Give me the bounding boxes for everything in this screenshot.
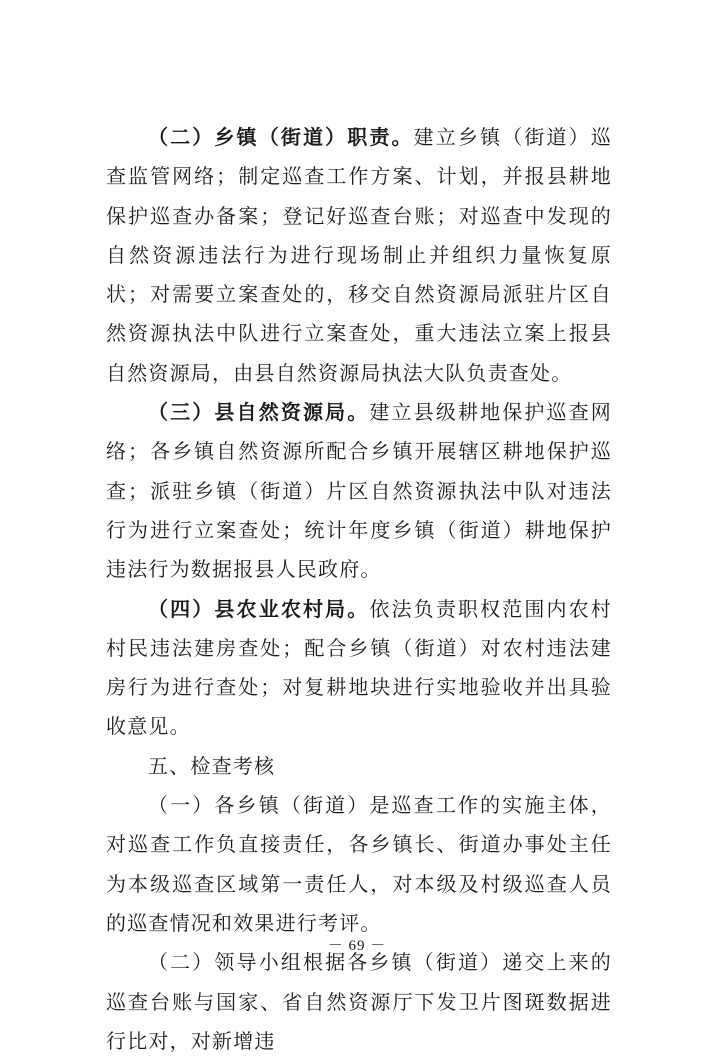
paragraph-township-duties — [106, 118, 612, 393]
page-number: － 69 － — [327, 938, 387, 954]
paragraph-text: 建立乡镇（街道）巡查监管网络；制定巡查工作方案、计划，并报县耕地保护巡查办备案；登记好巡查台账；对巡查中发现的自然资源违法行为进行现场制止并组织力量恢复原状；对需要立案查处的，移交自然资源局派驻片区自然资源执法中队进行立案查处，重大违法立案上报县自然资源局，由县自然资源局执法大队负责查处。 — [106, 125, 612, 385]
paragraph-lead: （四）县农业农村局。 — [148, 596, 370, 621]
list-item: （一）各乡镇（街道）是巡查工作的实施主体，对巡查工作负直接责任，各乡镇长、街道办事处主任为本级巡查区域第一责任人，对本级及村级巡查人员的巡查情况和效果进行考评。 — [106, 793, 612, 935]
paragraph-lead: （二）乡镇（街道）职责。 — [148, 125, 414, 149]
paragraph-lead: （三）县自然资源局。 — [148, 400, 370, 425]
body-text — [106, 118, 612, 1061]
paragraph-text: 依法负责职权范围内农村村民违法建房查处；配合乡镇（街道）对农村违法建房行为进行查处；对复耕地块进行实地验收并出具验收意见。 — [106, 596, 613, 739]
paragraph-agriculture-bureau — [106, 590, 612, 747]
list-item: （二）领导小组根据各乡镇（街道）递交上来的巡查台账与国家、省自然资源厅下发卫片图斑数据进行比对，对新增违 — [106, 950, 612, 1053]
section-heading: 五、检查考核 — [148, 753, 276, 778]
paragraph-natural-resources-bureau — [106, 393, 612, 589]
paragraph-text: 建立县级耕地保护巡查网络；各乡镇自然资源所配合乡镇开展辖区耕地保护巡查；派驻乡镇（街道）片区自然资源执法中队对违法行为进行立案查处；统计年度乡镇（街道）耕地保护违法行为数据报县人民政府。 — [106, 400, 613, 582]
